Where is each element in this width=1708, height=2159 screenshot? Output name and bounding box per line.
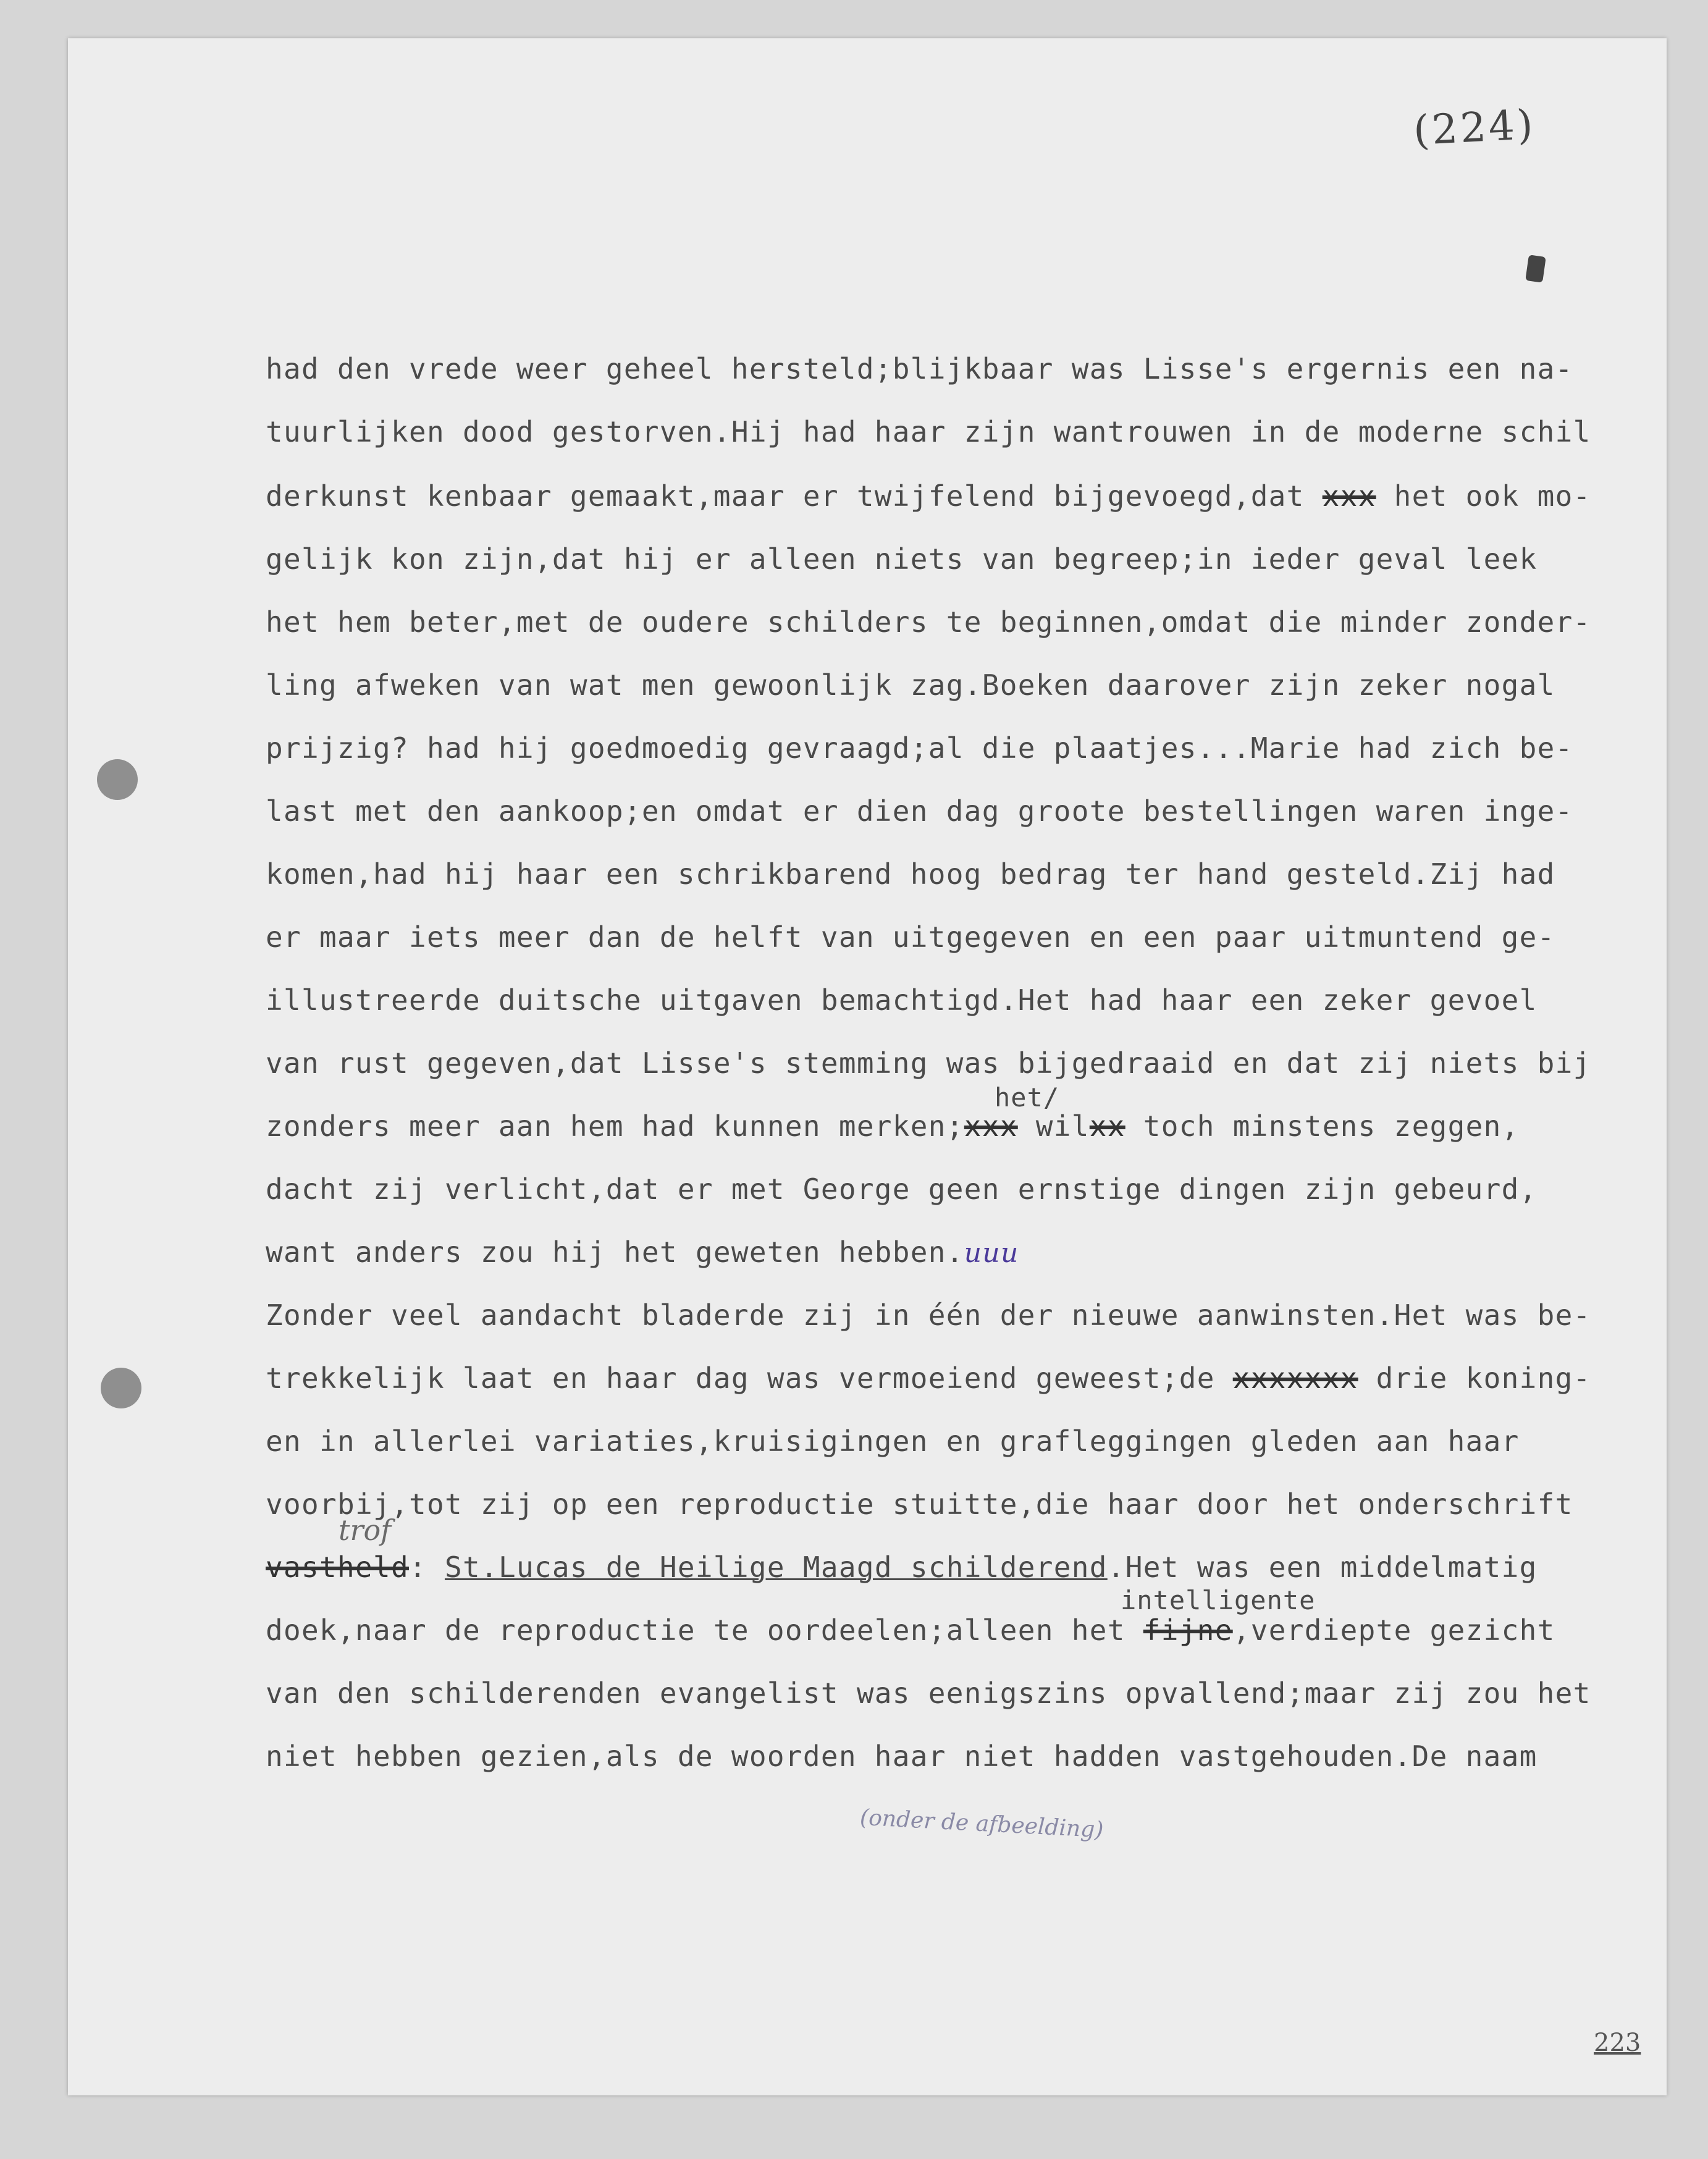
struck-text: xxxxxxx [1232,1361,1358,1395]
text-line: want anders zou hij het geweten hebben.uuu [266,1235,1019,1269]
text-line: doek,naar de reproductie te oordeelen;alleen het fijne,verdiepte gezicht [266,1614,1555,1647]
text-line: trekkelijk laat en haar dag was vermoeiend geweest;de xxxxxxx drie koning- [266,1361,1591,1395]
text-line: en in allerlei variaties,kruisigingen en grafleggingen gleden aan haar [266,1425,1520,1458]
struck-text: fijne [1143,1614,1233,1647]
struck-text: xx [1089,1109,1125,1143]
page-number: (224) [1412,100,1537,155]
text-line: last met den aankoop;en omdat er dien dag groote bestellingen waren inge- [266,794,1573,828]
footer-page-number: 223 [1594,2029,1641,2057]
text-line: vastheld: St.Lucas de Heilige Maagd schilderend.Het was een middelmatig [266,1551,1538,1584]
handwritten-insert-trof: trof [339,1513,392,1547]
text-line: prijzig? had hij goedmoedig gevraagd;al die plaatjes...Marie had zich be- [266,731,1573,765]
struck-text: xxx [964,1109,1018,1143]
text-line: er maar iets meer dan de helft van uitgegeven en een paar uitmuntend ge- [266,920,1555,954]
ink-mark [1525,255,1546,282]
text-line: het hem beter,met de oudere schilders te beginnen,omdat die minder zonder- [266,605,1591,639]
text-line: derkunst kenbaar gemaakt,maar er twijfelend bijgevoegd,dat xxx het ook mo- [266,479,1591,513]
punch-hole-bottom [101,1368,141,1408]
inserted-word-het: het/ [995,1082,1060,1113]
text-line: tuurlijken dood gestorven.Hij had haar zijn wantrouwen in de moderne schil [266,415,1591,448]
underlined-title: St.Lucas de Heilige Maagd schilderend [444,1551,1108,1584]
text-line: niet hebben gezien,als de woorden haar niet hadden vastgehouden.De naam [266,1740,1538,1773]
text-line: ling afweken van wat men gewoonlijk zag.Boeken daarover zijn zeker nogal [266,668,1555,702]
struck-text: xxx [1322,479,1376,513]
text-line: komen,had hij haar een schrikbarend hoog bedrag ter hand gesteld.Zij had [266,857,1555,891]
text-line: Zonder veel aandacht bladerde zij in één der nieuwe aanwinsten.Het was be- [266,1298,1591,1332]
text-line: van den schilderenden evangelist was eenigszins opvallend;maar zij zou het [266,1677,1591,1710]
inserted-word-intelligente: intelligente [1121,1585,1316,1615]
text-line: gelijk kon zijn,dat hij er alleen niets van begreep;in ieder geval leek [266,542,1538,576]
punch-hole-top [97,759,138,800]
handwritten-mark: uuu [964,1237,1019,1269]
text-line: dacht zij verlicht,dat er met George geen ernstige dingen zijn gebeurd, [266,1172,1538,1206]
text-line: illustreerde duitsche uitgaven bemachtigd.Het had haar een zeker gevoel [266,983,1538,1017]
handwritten-margin-note: (onder de afbeelding) [859,1804,1104,1843]
text-line: zonders meer aan hem had kunnen merken;xxx wilxx toch minstens zeggen, [266,1109,1520,1143]
text-line: had den vrede weer geheel hersteld;blijkbaar was Lisse's ergernis een na- [266,352,1573,385]
text-line: van rust gegeven,dat Lisse's stemming was bijgedraaid en dat zij niets bij [266,1046,1591,1080]
text-line: voorbij,tot zij op een reproductie stuitte,die haar door het onderschrift [266,1488,1573,1521]
struck-text: vastheld [266,1551,409,1584]
